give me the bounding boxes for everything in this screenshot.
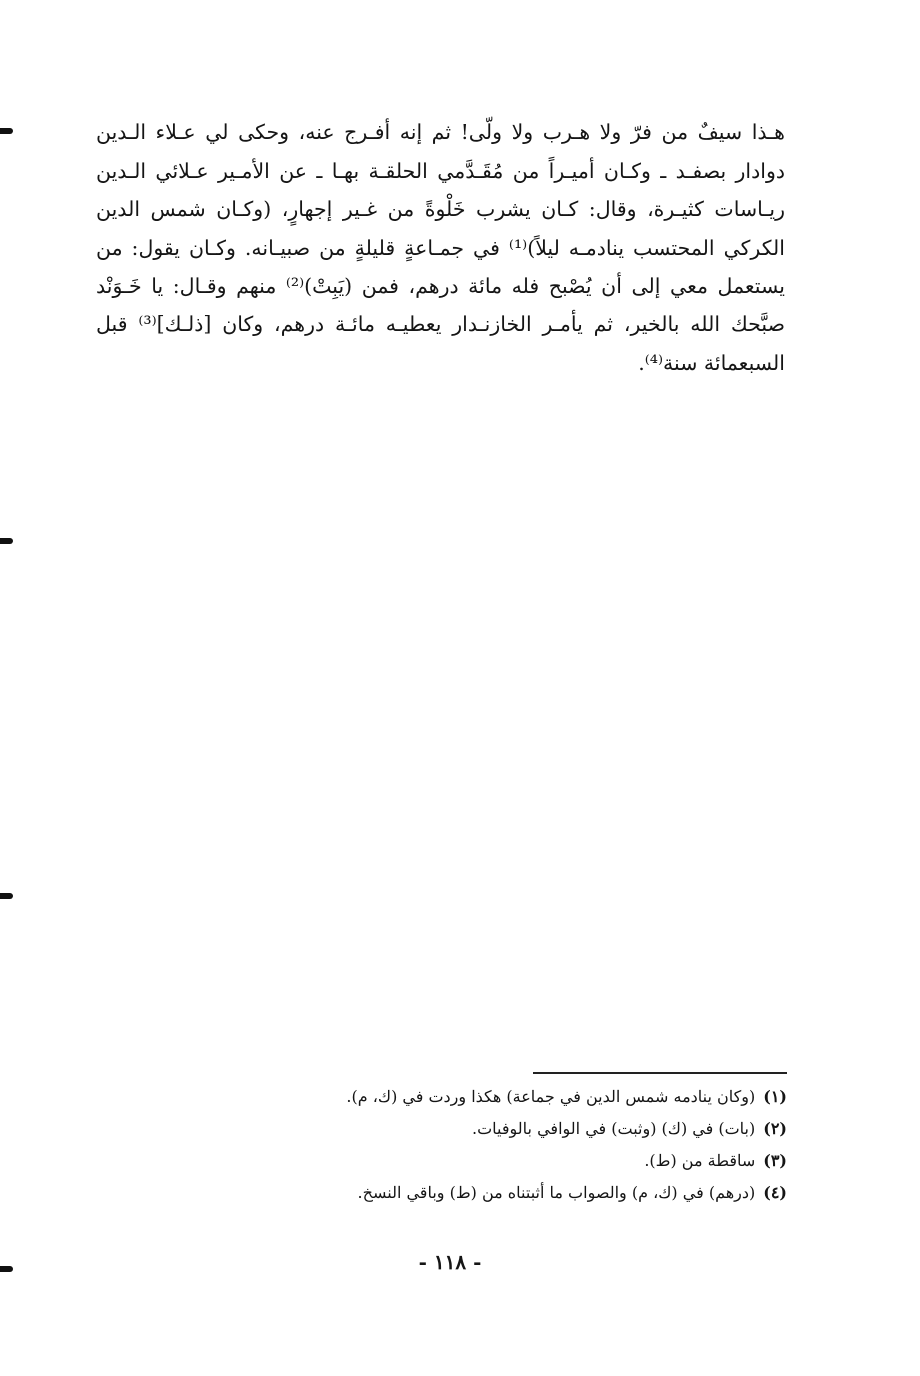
- body-line: السبعمائة سنة⁽⁴⁾.: [638, 351, 785, 375]
- footnote: [472, 1119, 787, 1139]
- margin-mark: [0, 538, 13, 544]
- body-line: الكركي المحتسب ينادمـه ليلاً)⁽¹⁾ في جمـاعةٍ قليلةٍ من صبيـانه. وكـان يقول: من: [96, 236, 785, 260]
- footnote-text: (بات) في (ك) (وثبت) في الوافي بالوفيات.: [472, 1119, 756, 1138]
- margin-mark: [0, 893, 13, 899]
- margin-mark: [0, 128, 13, 134]
- body-line: ريـاسات كثيـرة، وقال: كـان يشرب خَلْوةً من غـير إجهارٍ، (وكـان شمس الدين: [96, 197, 785, 221]
- footnote-separator: [533, 1072, 787, 1074]
- footnote-number: (١): [763, 1087, 787, 1106]
- body-line: دوادار بصفـد ـ وكـان أميـراً من مُقَـدَّمي الحلقـة بهـا ـ عن الأمـير عـلائي الـدين: [96, 159, 785, 183]
- body-line: هـذا سيفٌ من فرّ ولا هـرب ولا ولّى! ثم إنه أفـرج عنه، وحكى لي عـلاء الـدين: [96, 120, 785, 144]
- body-line: صبَّحك الله بالخير، ثم يأمـر الخازنـدار يعطيـه مائـة درهم، وكان [ذلـك]⁽³⁾ قبل: [96, 312, 785, 336]
- footnote-text: ساقطة من (ط).: [644, 1151, 756, 1170]
- footnote-number: (٤): [763, 1183, 787, 1202]
- footnote-text: (وكان ينادمه شمس الدين في جماعة) هكذا وردت في (ك، م).: [346, 1087, 756, 1106]
- footnote: [346, 1087, 787, 1107]
- footnote-number: (٢): [763, 1119, 787, 1138]
- footnote-number: (٣): [763, 1151, 787, 1170]
- footnote: [644, 1151, 787, 1171]
- page-number: - ١١٨ -: [418, 1250, 482, 1274]
- footnote: [358, 1183, 787, 1203]
- footnote-text: (درهم) في (ك، م) والصواب ما أثبتناه من (ط) وباقي النسخ.: [357, 1183, 756, 1202]
- body-line: يستعمل معي إلى أن يُصْبح فله مائة درهم، فمن (يَبِتْ)⁽²⁾ منهم وقـال: يا خَـوَنْد: [96, 274, 785, 298]
